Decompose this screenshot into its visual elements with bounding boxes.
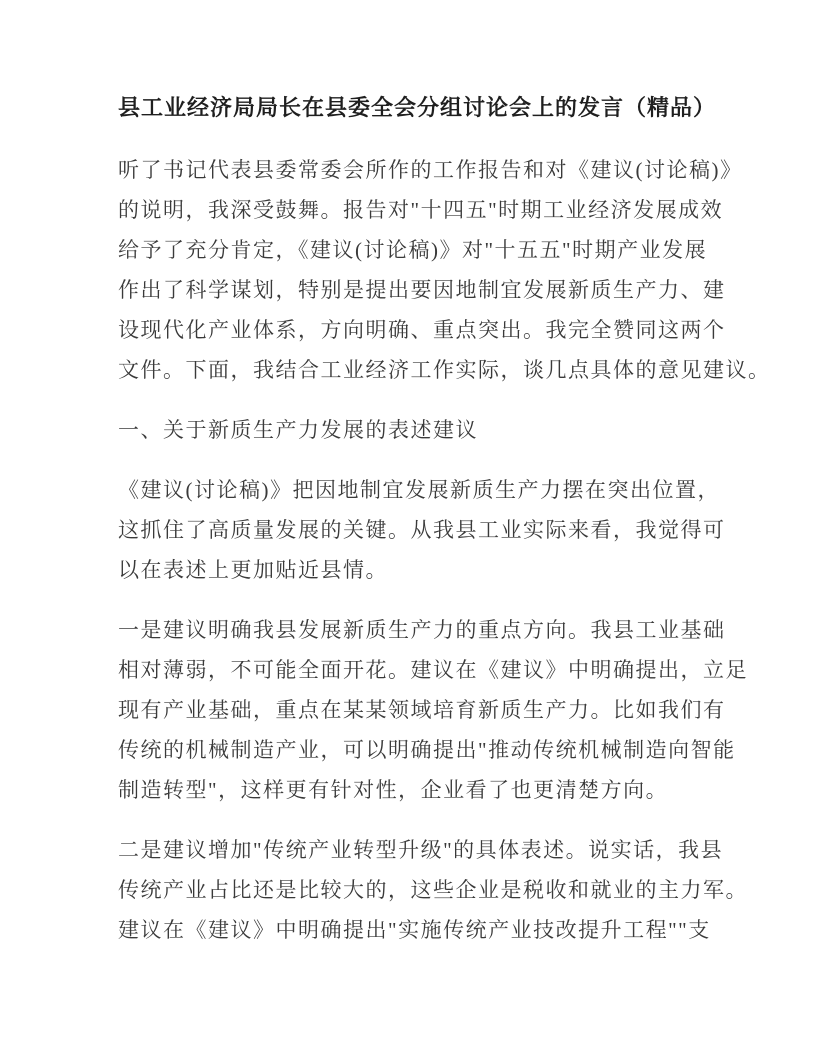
text-line: 相对薄弱，不可能全面开花。建议在《建议》中明确提出，立足	[118, 658, 748, 682]
text-line: 以在表述上更加贴近县情。	[118, 558, 388, 582]
paragraph	[118, 610, 748, 810]
text-line: 的说明，我深受鼓舞。报告对"十四五"时期工业经济发展成效	[118, 198, 724, 222]
text-line: 给予了充分肯定，《建议(讨论稿)》对"十五五"时期产业发展	[118, 238, 708, 262]
document-title: 县工业经济局局长在县委全会分组讨论会上的发言（精品）	[118, 95, 717, 120]
text-line: 听了书记代表县委常委会所作的工作报告和对《建议(讨论稿)》	[118, 158, 743, 182]
paragraph	[118, 150, 771, 390]
text-line: 制造转型"，这样更有针对性，企业看了也更清楚方向。	[118, 778, 669, 802]
paragraph	[118, 830, 748, 950]
text-line: 传统产业占比还是比较大的，这些企业是税收和就业的主力军。	[118, 878, 748, 902]
text-line: 传统的机械制造产业，可以明确提出"推动传统机械制造向智能	[118, 738, 736, 762]
text-line: 现有产业基础，重点在某某领域培育新质生产力。比如我们有	[118, 698, 726, 722]
text-line: 这抓住了高质量发展的关键。从我县工业实际来看，我觉得可	[118, 518, 726, 542]
text-line: 设现代化产业体系，方向明确、重点突出。我完全赞同这两个	[118, 318, 726, 342]
document-content	[118, 88, 771, 970]
text-line: 文件。下面，我结合工业经济工作实际，谈几点具体的意见建议。	[118, 358, 771, 382]
heading	[118, 410, 716, 450]
text-line: 二是建议增加"传统产业转型升级"的具体表述。说实话，我县	[118, 838, 724, 862]
text-line: 一是建议明确我县发展新质生产力的重点方向。我县工业基础	[118, 618, 726, 642]
text-line: 作出了科学谋划，特别是提出要因地制宜发展新质生产力、建	[118, 278, 726, 302]
text-line: 建议在《建议》中明确提出"实施传统产业技改提升工程""支	[118, 918, 711, 942]
text-line: 《建议(讨论稿)》把因地制宜发展新质生产力摆在突出位置，	[118, 478, 720, 502]
paragraph	[118, 470, 726, 590]
text-line: 一、关于新质生产力发展的表述建议	[118, 418, 478, 442]
document-body	[118, 150, 771, 950]
